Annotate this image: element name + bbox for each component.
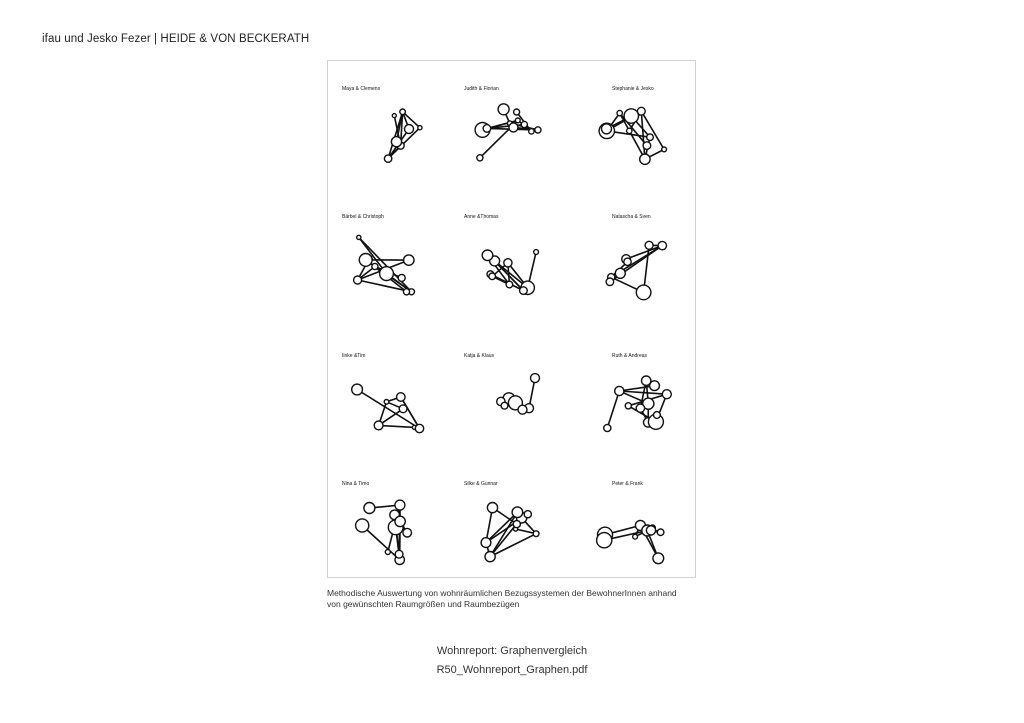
graph-node — [521, 121, 527, 127]
graph-cell-12 — [597, 481, 664, 564]
graph-edge — [357, 390, 419, 429]
graph-node — [636, 404, 644, 412]
graph-node — [657, 529, 664, 536]
graph-node — [404, 255, 414, 265]
cell-title: Peter & Frank — [612, 481, 643, 487]
graph-node — [643, 142, 651, 150]
graph-node — [487, 503, 497, 513]
graph-node — [415, 424, 423, 432]
cell-title: Judith & Florian — [464, 86, 499, 92]
graph-cell-1 — [342, 86, 422, 162]
graph-node — [512, 507, 523, 518]
graph-node — [636, 285, 651, 300]
graph-cell-9 — [604, 353, 672, 432]
graph-node — [489, 273, 496, 280]
graph-node — [624, 109, 638, 123]
graph-node — [372, 263, 378, 269]
graph-node — [403, 289, 409, 295]
cell-title: Silke & Gunnar — [464, 481, 498, 487]
graph-cell-2 — [464, 86, 541, 161]
graph-cell-4 — [342, 214, 415, 295]
graph-node — [354, 276, 362, 284]
cell-title: Natascha & Sven — [612, 214, 651, 220]
graph-node — [615, 268, 625, 278]
footer-title: Wohnreport: Graphenvergleich — [436, 645, 588, 657]
graph-node — [642, 376, 651, 385]
cell-title: Iinke &Tim — [342, 353, 366, 359]
graph-grid — [328, 61, 697, 579]
graph-cell-6 — [606, 214, 666, 300]
footer-filename: R50_Wohnreport_Graphen.pdf — [436, 664, 588, 676]
graph-node — [405, 125, 414, 134]
graph-node — [385, 550, 390, 555]
graph-node — [357, 235, 361, 239]
graph-node — [529, 129, 534, 134]
graph-node — [513, 521, 520, 528]
graph-node — [597, 533, 612, 548]
graph-node — [397, 393, 406, 402]
graph-node — [395, 550, 403, 558]
document-header: ifau und Jesko Fezer | HEIDE & VON BECKERATH — [42, 33, 310, 45]
graph-node — [518, 405, 527, 414]
graph-node — [364, 503, 375, 514]
graph-node — [392, 114, 396, 118]
graph-node — [531, 374, 540, 383]
graph-node — [647, 134, 654, 141]
graph-node — [625, 403, 631, 409]
graph-node — [384, 400, 389, 405]
graph-node — [501, 402, 508, 409]
graph-edge — [607, 391, 619, 428]
graph-node — [533, 531, 539, 537]
graph-node — [662, 390, 671, 399]
graph-node — [483, 125, 491, 133]
graph-node — [399, 405, 407, 413]
cell-title: Stephanie & Jesko — [612, 86, 654, 92]
graph-node — [481, 538, 491, 548]
graph-node — [617, 110, 622, 115]
graph-node — [403, 528, 412, 537]
graph-node — [534, 250, 539, 255]
graph-node — [384, 155, 391, 162]
cell-title: Nina & Timo — [342, 481, 370, 487]
graph-node — [504, 259, 512, 267]
graph-node — [485, 552, 495, 562]
graph-node — [395, 516, 405, 526]
graph-node — [398, 274, 405, 281]
graph-node — [524, 511, 531, 518]
graph-cell-3 — [599, 86, 666, 164]
graph-node — [602, 124, 612, 134]
cell-title: Bärbel & Christoph — [342, 214, 384, 220]
graph-node — [633, 534, 638, 539]
graph-node — [615, 386, 624, 395]
figure-caption — [327, 588, 707, 610]
graph-node — [658, 241, 666, 249]
graph-node — [535, 127, 541, 133]
graph-node — [391, 137, 401, 147]
graph-node — [352, 384, 363, 395]
graph-node — [498, 104, 509, 115]
graph-cell-5 — [464, 214, 539, 295]
graph-node — [359, 254, 372, 267]
graph-node — [514, 109, 520, 115]
graph-cell-7 — [342, 353, 424, 433]
cell-title: Maya & Clemens — [342, 86, 381, 92]
graph-node — [477, 155, 483, 161]
graph-comparison-sheet — [327, 60, 696, 578]
graph-cell-8 — [464, 353, 540, 414]
graph-node — [395, 500, 405, 510]
graph-edge — [379, 425, 415, 427]
graph-node — [400, 109, 406, 115]
graph-node — [515, 118, 520, 123]
graph-node — [520, 287, 528, 295]
graph-node — [654, 412, 661, 419]
graph-node — [606, 278, 614, 286]
graph-node — [653, 553, 664, 564]
caption-line-1: Methodische Auswertung von wohnräumlichen Bezugssystemen der BewohnerInnen anhand — [327, 588, 677, 598]
graph-node — [380, 267, 394, 281]
caption-line-2: von gewünschten Raumgrößen und Raumbezügen — [327, 599, 520, 609]
graph-cell-11 — [464, 481, 539, 562]
cell-title: Anne &Thomas — [464, 214, 499, 220]
graph-node — [627, 128, 632, 133]
graph-node — [645, 241, 653, 249]
graph-node — [374, 421, 383, 430]
graph-node — [418, 126, 422, 130]
graph-node — [482, 250, 493, 261]
graph-node — [604, 424, 611, 431]
graph-node — [646, 526, 655, 535]
graph-cell-10 — [342, 481, 412, 565]
graph-node — [624, 258, 631, 265]
graph-node — [662, 147, 667, 152]
cell-title: Ruth & Andreas — [612, 353, 648, 359]
graph-node — [356, 519, 369, 532]
graph-node — [509, 123, 518, 132]
cell-title: Katja & Klaus — [464, 353, 495, 359]
graph-node — [506, 281, 513, 288]
graph-node — [640, 154, 650, 164]
